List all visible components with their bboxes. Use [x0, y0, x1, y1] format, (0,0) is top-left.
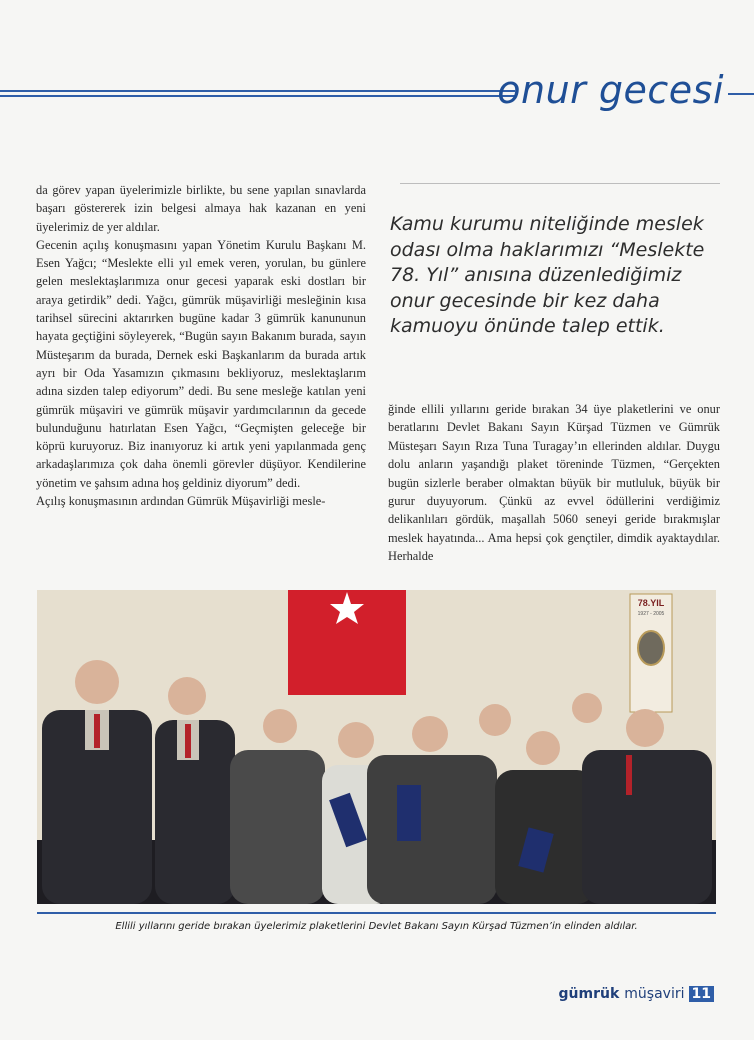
poster-years: 1927 - 2005: [637, 611, 665, 617]
left-paragraph: Gecenin açılış konuşmasını yapan Yönetim Kurulu Başkanı M. Esen Yağcı; “Meslekte elli yıl emek veren, yorulan, bu günlere gelen meslektaşlarımıza onur gecesi yaparak eski dostları bir araya getirdik” dedi. Yağcı, gümrük müşavirliği mesleğinin kısa tarihsel sürecini aktarırken bugüne kadar 3 gümrük kanununun hayata geçtiğini söyleyerek, “Bugün sayın Bakanım burada, sayın Müsteşarım da burada, Dernek eski Başkanlarım da burada artık ayrı bir Oda Yasamızın çıkmasını bekliyoruz, meslektaşlarım adına sizden talep ediyorum” dedi. Bu sene mesleğe katılan yeni gümrük müşaviri ve gümrük müşavir yardımcılarının da gecede bulunduğunu hatırlatan Esen Yağcı, “Geçmişten geleceğe bir köprü kuruyoruz. Biz inanıyoruz ki artık yeni yapılanmada genç arkadaşlarımıza çok daha önemli görevler düşüyor. Kendilerine yönetim ve şahsım adına hoş geldiniz diyorum” dedi.: [36, 237, 366, 490]
poster-title: 78.YIL: [637, 598, 665, 608]
photo-caption: Ellili yıllarını geride bırakan üyelerimiz plaketlerini Devlet Bakanı Sayın Kürşad Tüzmen’in elinden aldılar.: [115, 921, 638, 932]
header-rule-right: [728, 93, 754, 95]
ceremony-photo: [37, 590, 716, 904]
caption-rule: [37, 912, 716, 914]
ceremony-photo-illustration: [37, 590, 716, 904]
poster-portrait: [638, 631, 664, 665]
left-paragraph: Açılış konuşmasının ardından Gümrük Müşavirliği mesle-: [36, 494, 326, 509]
header-rule-bottom: [0, 95, 515, 97]
pull-quote: Kamu kurumu niteliğinde meslek odası olma haklarımızı “Meslekte 78. Yıl” anısına düzenlediğimiz onur gecesinde bir kez daha kamuoyu önünde talep ettik.: [390, 213, 705, 338]
right-paragraph: ğinde ellili yıllarını geride bırakan 34 üye plaketlerini ve onur beratlarını Devlet Bakanı Sayın Kürşad Tüzmen ve Gümrük Müsteşarı Sayın Rıza Tuna Turagay’ın ellerinden aldılar. Duygu dolu anların yaşandığı plaket töreninde Tüzmen, “Gerçekten bugün sizlerle beraber olmaktan büyük bir mutluluk, büyük bir gurur duyuyorum. Çünkü az evvel ödüllerini verdiğimiz delikanlıları gördük, maşallah 5060 seneyi geride bırakmışlar meslek hayatında... Ama hepsi çok gençtiler, dimdik ayaktaydılar. Herhalde: [388, 402, 720, 564]
pull-quote-rule: [400, 183, 720, 184]
footer-brand-first: gümrük: [558, 986, 620, 1002]
footer: [559, 986, 714, 1002]
left-paragraph: da görev yapan üyelerimizle birlikte, bu sene yapılan sınavlarda başarı göstererek izin belgesi almaya hak kazanan en yeni üyelerimiz de yer aldılar.: [36, 183, 366, 234]
section-title: onur gecesi: [497, 68, 724, 112]
header-rule-top: [0, 90, 515, 92]
right-column: [388, 400, 720, 566]
footer-brand-second: müşaviri: [624, 986, 685, 1002]
left-column: [36, 181, 366, 510]
page-number: 11: [689, 986, 714, 1002]
